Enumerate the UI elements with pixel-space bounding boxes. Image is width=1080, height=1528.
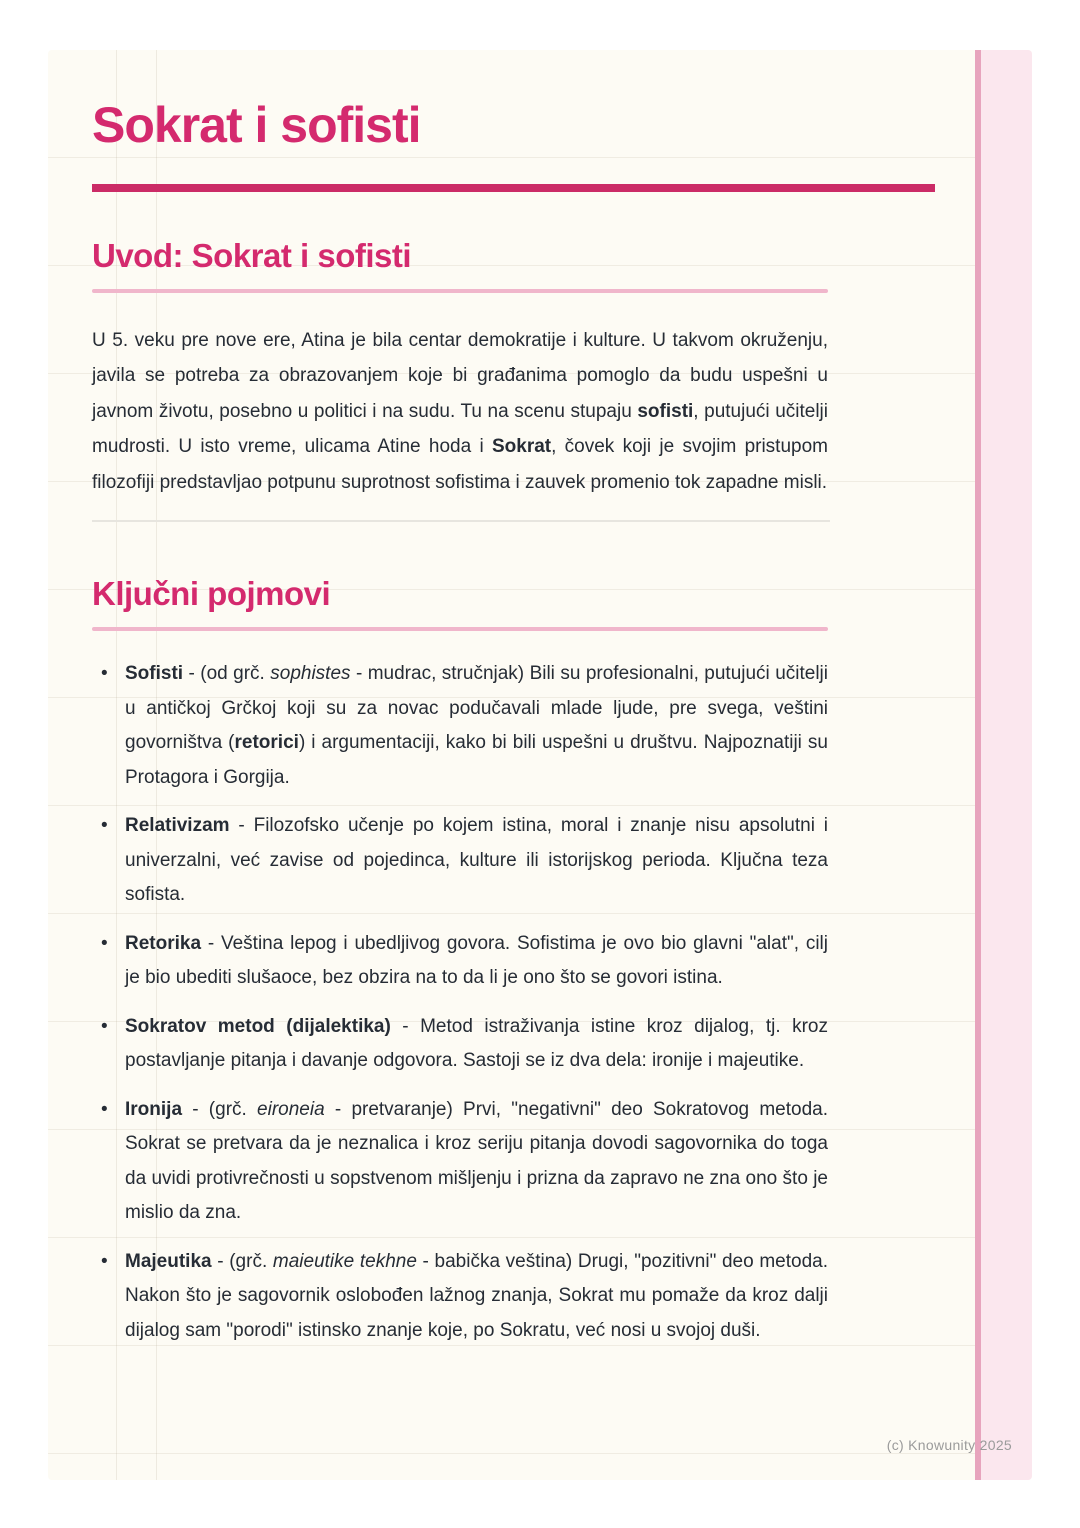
bullet-icon: •: [101, 815, 108, 837]
notes-page: [48, 50, 1032, 1480]
term-item-sokratov-metod: [92, 1010, 828, 1079]
term-item-ironija: [92, 1093, 828, 1231]
bullet-icon: •: [101, 1250, 108, 1272]
term-text: Retorika - Veština lepog i ubedljivog govora. Sofistima je ovo bio glavni "alat", cilj je bio ubediti slušaoce, bez obzira na to da li je ono što se govori istina.: [125, 932, 828, 989]
term-text: Majeutika - (grč. maieutike tekhne - babička veština) Drugi, "pozitivni" deo metoda. Nakon što je sagovornik oslobođen lažnog znanja, Sokrat mu pomaže da kroz dalji dijalog sam "porodi" istinsko znanje koje, po Sokratu, već nosi u svojoj duši.: [125, 1250, 828, 1341]
key-terms-list: [92, 657, 828, 1348]
copyright-watermark: (c) Knowunity 2025: [886, 1437, 1012, 1453]
term-text: Sokratov metod (dijalektika) - Metod istraživanja istine kroz dijalog, tj. kroz postavljanje pitanja i davanje odgovora. Sastoji se iz dva dela: ironije i majeutike.: [125, 1015, 828, 1072]
page-title: Sokrat i sofisti: [92, 97, 421, 153]
decorative-right-stripe: [975, 50, 1032, 1480]
bullet-icon: •: [101, 663, 108, 685]
page-content: [92, 50, 935, 1362]
title-divider-rule: [92, 184, 935, 192]
term-item-retorika: [92, 927, 828, 996]
section-heading-uvod: Uvod: Sokrat i sofisti: [92, 237, 412, 274]
term-text: Ironija - (grč. eironeia - pretvaranje) Prvi, "negativni" deo Sokratovog metoda. Sokrat se pretvara da je neznalica i kroz seriju pitanja dovodi sagovornika do toga da uvidi protivrečnosti u sopstvenom mišljenju i prizna da zapravo ne zna ono što je mislio da zna.: [125, 1098, 828, 1224]
term-item-sofisti: [92, 657, 828, 795]
section-heading-kljucni-pojmovi: Ključni pojmovi: [92, 575, 331, 613]
term-text: Relativizam - Filozofsko učenje po kojem istina, moral i znanje nisu apsolutni i univerzalni, već zavise od pojedinca, kulture ili istorijskog perioda. Ključna teza sofista.: [125, 815, 828, 906]
intro-paragraph: U 5. veku pre nove ere, Atina je bila centar demokratije i kulture. U takvom okruženju, javila se potreba za obrazovanjem koje bi građanima pomoglo da budu uspešni u javnom životu, posebno u politici i na sudu. Tu na scenu stupaju sofisti, putujući učitelji mudrosti. U isto vreme, ulicama Atine hoda i Sokrat, čovek koji je svojim pristupom filozofiji predstavljao potpunu suprotnost sofistima i zauvek promenio tok zapadne misli.: [92, 330, 829, 493]
heading-underline-uvod: [92, 289, 828, 293]
section-divider: [92, 520, 830, 522]
term-item-relativizam: [92, 809, 828, 913]
bullet-icon: •: [101, 1098, 108, 1120]
term-item-majeutika: [92, 1245, 828, 1349]
term-text: Sofisti - (od grč. sophistes - mudrac, stručnjak) Bili su profesionalni, putujući učitelji u antičkoj Grčkoj koji su za novac podučavali mlade ljude, pre svega, veštini govorništva (retorici) i argumentaciji, kako bi bili uspešni u društvu. Najpoznatiji su Protagora i Gorgija.: [125, 663, 828, 788]
heading-underline-kljucni-pojmovi: [92, 627, 828, 631]
bullet-icon: •: [101, 932, 108, 954]
bullet-icon: •: [101, 1015, 108, 1037]
